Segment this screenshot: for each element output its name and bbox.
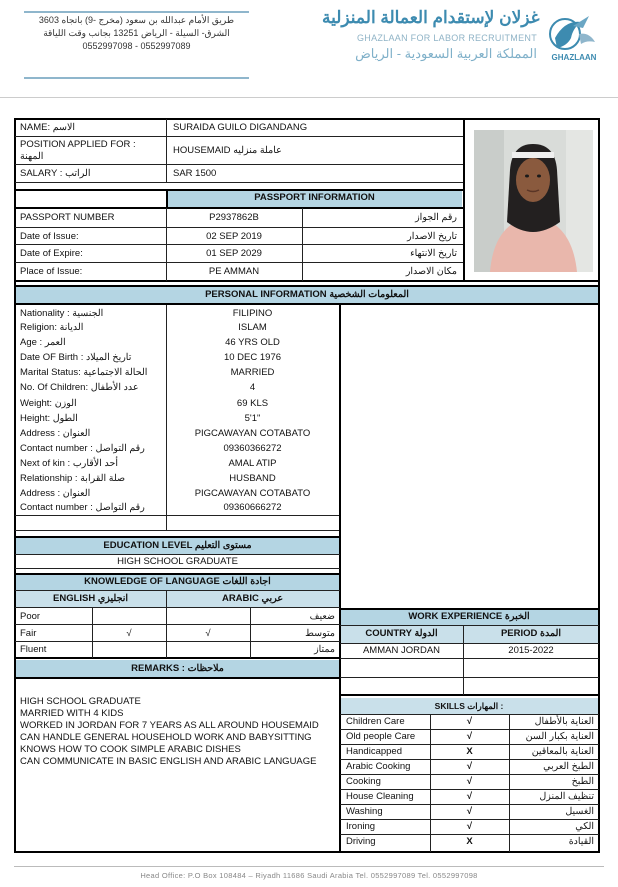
address-line-1: 3603 طريق الأمام عبدالله بن سعود (مخرج -9) باتجاه (38, 15, 235, 25)
skill-mark: √ (466, 731, 473, 742)
personal-value: PIGCAWAYAN COTABATO (194, 488, 311, 499)
rule (340, 819, 599, 820)
personal-label: Contact number : رقم التواصل (20, 443, 145, 454)
skill-arabic: الطبخ (571, 776, 594, 787)
passport-row-arabic: تاريخ الاصدار (407, 231, 457, 242)
country-header: COUNTRY الدولة (365, 628, 438, 639)
rule (340, 694, 599, 696)
personal-value: 4 (249, 382, 256, 393)
personal-value: 09360366272 (223, 443, 282, 454)
personal-label: Next of kin : أحد الأقارب (20, 458, 118, 469)
rule (340, 774, 599, 775)
rule (15, 227, 464, 228)
rule (15, 568, 340, 569)
skill-arabic: الغسيل (565, 806, 594, 817)
rule (340, 759, 599, 760)
office-address (24, 14, 249, 53)
passport-row-label: Place of Issue: (20, 266, 83, 277)
personal-label: No. Of Children: عدد الأطفال (20, 382, 139, 393)
skill-mark: √ (466, 761, 473, 772)
english-mark: √ (126, 628, 132, 639)
frame-top (14, 118, 600, 120)
address-top-rule (24, 11, 249, 13)
rule (15, 244, 464, 245)
skill-arabic: العناية بالأطفال (534, 716, 594, 727)
skill-label: Arabic Cooking (346, 761, 411, 772)
language-level: Fluent (20, 644, 47, 655)
language-level-arabic: ضعيف (309, 611, 335, 622)
personal-label: Height: الطول (20, 413, 78, 424)
rule (340, 744, 599, 745)
arabic-mark: √ (205, 628, 211, 639)
frame-right (598, 118, 600, 853)
skill-arabic: العناية بالمعاقين (531, 746, 594, 757)
expire-date: 01 SEP 2029 (206, 248, 262, 259)
applicant-name: SURAIDA GUILO DIGANDANG (173, 122, 308, 133)
passport-title: PASSPORT INFORMATION (254, 192, 375, 203)
personal-value: PIGCAWAYAN COTABATO (194, 428, 311, 439)
rule (15, 303, 599, 305)
rule (15, 285, 599, 287)
address-line-2: الشرق- السيلة - الرياض 13251 بجانب وقت اللياقة (43, 28, 230, 38)
personal-label: Nationality : الجنسية (20, 308, 104, 319)
personal-label: Address : العنوان (20, 428, 91, 439)
skill-arabic: القيادة (568, 836, 594, 847)
phone-numbers: 0552997098 - 0552997089 (82, 41, 191, 51)
skill-label: House Cleaning (346, 791, 414, 802)
skill-label: Cooking (346, 776, 381, 787)
language-level: Poor (20, 611, 41, 622)
skill-mark: √ (466, 821, 473, 832)
skill-label: Ironing (346, 821, 376, 832)
personal-label: Contact number : رقم التواصل (20, 502, 145, 513)
rule (340, 729, 599, 730)
personal-value: MARRIED (230, 367, 275, 378)
frame-left (14, 118, 16, 853)
remark-line: WORKED IN JORDAN FOR 7 YEARS AS ALL AROUND HOUSEMAID (20, 720, 319, 731)
passport-row-label: PASSPORT NUMBER (20, 212, 115, 223)
skill-label: Old people Care (346, 731, 416, 742)
passport-row-arabic: رقم الجواز (415, 212, 457, 223)
language-level-arabic: متوسط (305, 628, 335, 639)
rule (15, 530, 339, 531)
skill-label: Handicapped (346, 746, 402, 757)
name-label: NAME: الاسم (20, 122, 76, 133)
personal-value: 5'1" (244, 413, 261, 424)
logo-wordmark: GHAZLAAN (551, 53, 597, 62)
passport-row-arabic: تاريخ الانتهاء (410, 248, 457, 259)
ghazlaan-logo (543, 8, 605, 70)
english-header: ENGLISH انجليزي (53, 593, 128, 604)
rule (15, 554, 340, 555)
personal-value: 10 DEC 1976 (223, 352, 282, 363)
personal-label: Address : العنوان (20, 488, 91, 499)
education-value: HIGH SCHOOL GRADUATE (117, 556, 238, 567)
passport-row-arabic: مكان الاصدار (405, 266, 457, 277)
personal-value: ISLAM (238, 322, 267, 333)
applicant-photo (474, 130, 593, 272)
rule (15, 607, 340, 608)
rule (15, 262, 464, 263)
rule (340, 643, 599, 644)
skill-label: Children Care (346, 716, 405, 727)
rule (340, 677, 599, 678)
rule (15, 182, 464, 183)
language-level-arabic: ممتاز (314, 644, 335, 655)
rule (15, 136, 464, 137)
rule (15, 280, 599, 282)
personal-value: FILIPINO (232, 308, 273, 319)
salary-value: SAR 1500 (173, 168, 217, 179)
skill-arabic: العناية بكبار السن (525, 731, 594, 742)
work-period: 2015-2022 (508, 645, 554, 656)
skill-mark: √ (466, 716, 473, 727)
position-value: HOUSEMAID عاملة منزليه (173, 145, 282, 156)
period-header: PERIOD المدة (500, 628, 562, 639)
rule (340, 714, 599, 715)
frame-bottom (14, 851, 600, 853)
rule (15, 164, 464, 165)
remark-line: KNOWS HOW TO COOK SIMPLE ARABIC DISHES (20, 744, 241, 755)
position-label: POSITION APPLIED FOR : (20, 139, 136, 150)
skill-mark: X (466, 746, 473, 757)
rule (15, 207, 464, 209)
header-divider (0, 97, 618, 98)
work-title: WORK EXPERIENCE الخبرة (408, 611, 530, 622)
footer-contact: Head Office: P.O Box 108484 – Riyadh 11686 Saudi Arabia Tel. 0552997089 Tel. 0552997098 (140, 871, 478, 880)
issue-place: PE AMMAN (208, 266, 260, 277)
personal-label: Age : العمر (20, 337, 66, 348)
personal-label: Marital Status: الحالة الاجتماعية (20, 367, 148, 378)
passport-number: P2937862B (209, 212, 259, 223)
rule (340, 834, 599, 835)
personal-label: Date OF Birth : تاريخ الميلاد (20, 352, 132, 363)
personal-value: 69 KLS (236, 398, 269, 409)
rule (15, 536, 340, 538)
skill-arabic: تنظيف المنزل (539, 791, 594, 802)
skill-mark: X (466, 836, 473, 847)
language-title: KNOWLEDGE OF LANGUAGE اجادة اللغات (84, 576, 271, 587)
personal-value: HUSBAND (229, 473, 276, 484)
remarks-title: REMARKS : ملاحظات (131, 663, 224, 674)
remark-line: MARRIED WITH 4 KIDS (20, 708, 124, 719)
education-title: EDUCATION LEVEL مستوى التعليم (103, 540, 252, 551)
passport-row-label: Date of Issue: (20, 231, 79, 242)
salary-label: SALARY : الراتب (20, 168, 91, 179)
issue-date: 02 SEP 2019 (206, 231, 262, 242)
personal-value: AMAL ATIP (228, 458, 277, 469)
work-country: AMMAN JORDAN (362, 645, 441, 656)
personal-label: Religion: الديانة (20, 322, 84, 333)
rule (340, 608, 599, 610)
position-label-arabic: المهنة (20, 151, 44, 162)
remark-line: CAN COMMUNICATE IN BASIC ENGLISH AND ARABIC LANGUAGE (20, 756, 317, 767)
skill-label: Driving (346, 836, 376, 847)
address-bottom-rule (24, 77, 249, 79)
rule (15, 590, 340, 591)
rule (15, 641, 340, 642)
rule (340, 789, 599, 790)
skill-label: Washing (346, 806, 383, 817)
rule (15, 573, 340, 575)
skill-mark: √ (466, 806, 473, 817)
rule (15, 657, 340, 659)
personal-title: PERSONAL INFORMATION المعلومات الشخصية (205, 289, 409, 300)
passport-row-label: Date of Expire: (20, 248, 83, 259)
brand-location-arabic: المملكة العربية السعودية - الرياض (355, 46, 537, 61)
rule (15, 189, 464, 191)
arabic-header: ARABIC عربي (221, 593, 284, 604)
skills-title: SKILLS المهارات : (434, 701, 504, 711)
footer-divider (14, 866, 604, 867)
rule (340, 625, 599, 626)
personal-value: 46 YRS OLD (225, 337, 280, 348)
skill-mark: √ (466, 791, 473, 802)
rule (340, 804, 599, 805)
remark-line: HIGH SCHOOL GRADUATE (20, 696, 141, 707)
rule (463, 119, 465, 281)
personal-label: Relationship : صلة القرابة (20, 473, 126, 484)
rule (15, 515, 339, 516)
remark-line: CAN HANDLE GENERAL HOUSEHOLD WORK AND BABYSITTING (20, 732, 312, 743)
language-level: Fair (20, 628, 37, 639)
personal-label: Weight: الوزن (20, 398, 77, 409)
skill-arabic: الكي (575, 821, 594, 832)
rule (15, 677, 340, 679)
rule (166, 119, 167, 183)
rule (15, 624, 340, 625)
brand-name-arabic: غزلان لإستقدام العمالة المنزلية (322, 8, 540, 27)
skill-mark: √ (466, 776, 473, 787)
brand-name-english: GHAZLAAN FOR LABOR RECRUITMENT (356, 33, 537, 43)
personal-value: 09360666272 (223, 502, 282, 513)
skill-arabic: الطبخ العربي (543, 761, 594, 772)
person-portrait-icon (474, 130, 593, 272)
rule (340, 658, 599, 659)
